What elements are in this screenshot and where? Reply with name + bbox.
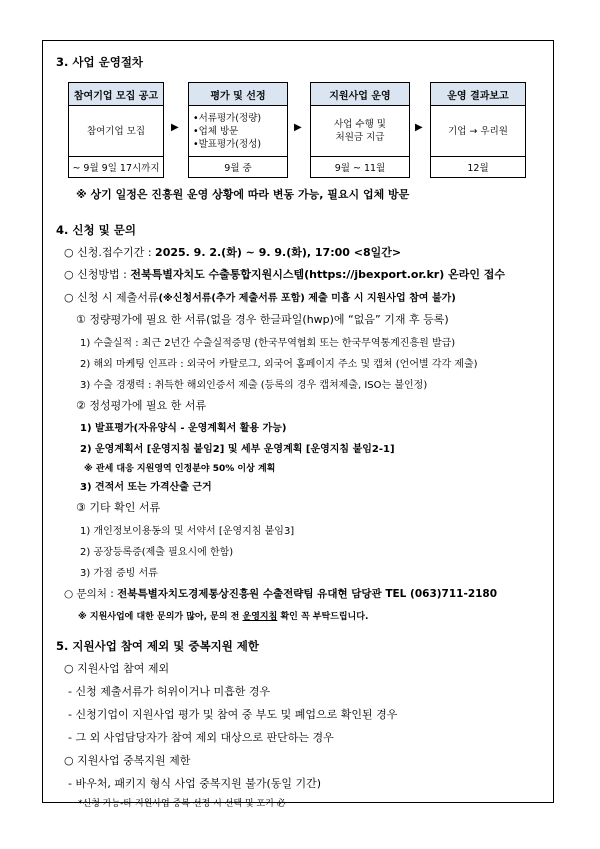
other-doc-item: 1) 개인정보이용동의 및 서약서 [운영지침 붙임3] [80, 526, 295, 537]
quant-docs-title: ① 정량평가에 필요 한 서류(없을 경우 한글파일(hwp)에 “없음” 기재 후 등록) [76, 313, 449, 326]
other-docs-title: ③ 기타 확인 서류 [76, 501, 161, 514]
guideline-link: 운영지침 [242, 612, 278, 622]
step-2-footer: 9월 중 [224, 163, 252, 174]
arrow-icon: ▶ [415, 122, 423, 133]
duplicate-note: *신청 가능-타 지원사업 중복 선정 시 선택 및 포기 必 [78, 799, 286, 809]
step-4-footer: 12월 [467, 163, 489, 174]
arrow-icon: ▶ [294, 122, 302, 133]
process-step-3 [310, 82, 410, 178]
quant-doc-item: 2) 해외 마케팅 인프라 : 외국어 카탈로그, 외국어 홈페이지 주소 및 캡쳐 (언어별 각각 제출) [80, 359, 478, 370]
qual-docs-title: ② 정성평가에 필요 한 서류 [76, 399, 207, 412]
exclusion-item: - 그 외 사업담당자가 참여 제외 대상으로 판단하는 경우 [68, 731, 334, 744]
exclusion-title: ○ 지원사업 참여 제외 [64, 662, 170, 675]
qual-doc-item: 3) 견적서 또는 가격산출 근거 [80, 482, 212, 493]
other-doc-item: 2) 공장등록증(제출 필요시에 한함) [80, 547, 234, 558]
exclusion-item: - 신청 제출서류가 허위이거나 미흡한 경우 [68, 685, 271, 698]
step-3-footer: 9월 ~ 11월 [334, 163, 386, 174]
schedule-note: ※ 상기 일정은 진흥원 운영 상황에 따라 변동 가능, 필요시 업체 방문 [76, 188, 410, 201]
process-step-1 [68, 82, 164, 178]
exclusion-item: - 신청기업이 지원사업 평가 및 참여 중 부도 및 폐업으로 확인된 경우 [68, 708, 398, 721]
process-step-2 [188, 82, 288, 178]
step-3-header: 지원사업 운영 [311, 83, 409, 106]
step-2-body: •서류평가(정량) •업체 방문 •발표평가(정성) [189, 106, 287, 157]
process-step-4 [430, 82, 526, 178]
qual-doc-item: 1) 발표평가(자유양식 - 운영계획서 활용 가능) [80, 423, 287, 434]
step-4-body: 기업 → 우리원 [431, 106, 525, 157]
section-4-title: 4. 신청 및 문의 [56, 223, 136, 237]
duplicate-item: - 바우처, 패키지 형식 사업 중복지원 불가(동일 기간) [68, 777, 322, 790]
duplicate-title: ○ 지원사업 중복지원 제한 [64, 754, 191, 767]
section-3-title: 3. 사업 운영절차 [56, 55, 144, 69]
arrow-icon: ▶ [171, 122, 179, 133]
step-2-header: 평가 및 선정 [189, 83, 287, 106]
qual-doc-item: 2) 운영계획서 [운영지침 붙임2] 및 세부 운영계획 [운영지침 붙임2-1] [80, 444, 395, 455]
qual-doc-note: ※ 관세 대응 지원영역 인정분야 50% 이상 계획 [84, 464, 276, 474]
section-5-title: 5. 지원사업 참여 제외 및 중복지원 제한 [56, 639, 260, 653]
contact-note: ※ 지원사업에 대한 문의가 많아, 문의 전 운영지침 확인 꼭 부탁드립니다. [78, 612, 369, 622]
step-1-header: 참여기업 모집 공고 [69, 83, 163, 106]
quant-doc-item: 3) 수출 경쟁력 : 취득한 해외인증서 제출 (등록의 경우 캡쳐제출, ISO는 불인정) [80, 380, 428, 391]
quant-doc-item: 1) 수출실적 : 최근 2년간 수출실적증명 (한국무역협회 또는 한국무역통계진흥원 발급) [80, 338, 456, 349]
apply-period: ○ 신청.접수기간 : 2025. 9. 2.(화) ~ 9. 9.(화), 17:00 <8일간> [64, 246, 402, 259]
step-4-header: 운영 결과보고 [431, 83, 525, 106]
step-1-body: 참여기업 모집 [69, 106, 163, 157]
apply-method: ○ 신청방법 : 전북특별자치도 수출통합지원시스템(https://jbexport.or.kr) 온라인 접수 [64, 268, 506, 281]
contact-info: ○ 문의처 : 전북특별자치도경제통상진흥원 수출전략팀 유대현 담당관 TEL (063)711-2180 [64, 588, 498, 600]
step-1-footer: ~ 9월 9일 17시까지 [72, 163, 160, 174]
other-doc-item: 3) 가점 증빙 서류 [80, 568, 158, 579]
step-3-body: 사업 수행 및 처원금 지급 [311, 106, 409, 157]
required-docs: ○ 신청 시 제출서류(※신청서류(추가 제출서류 포함) 제출 미흡 시 지원사업 참여 불가) [64, 291, 456, 304]
